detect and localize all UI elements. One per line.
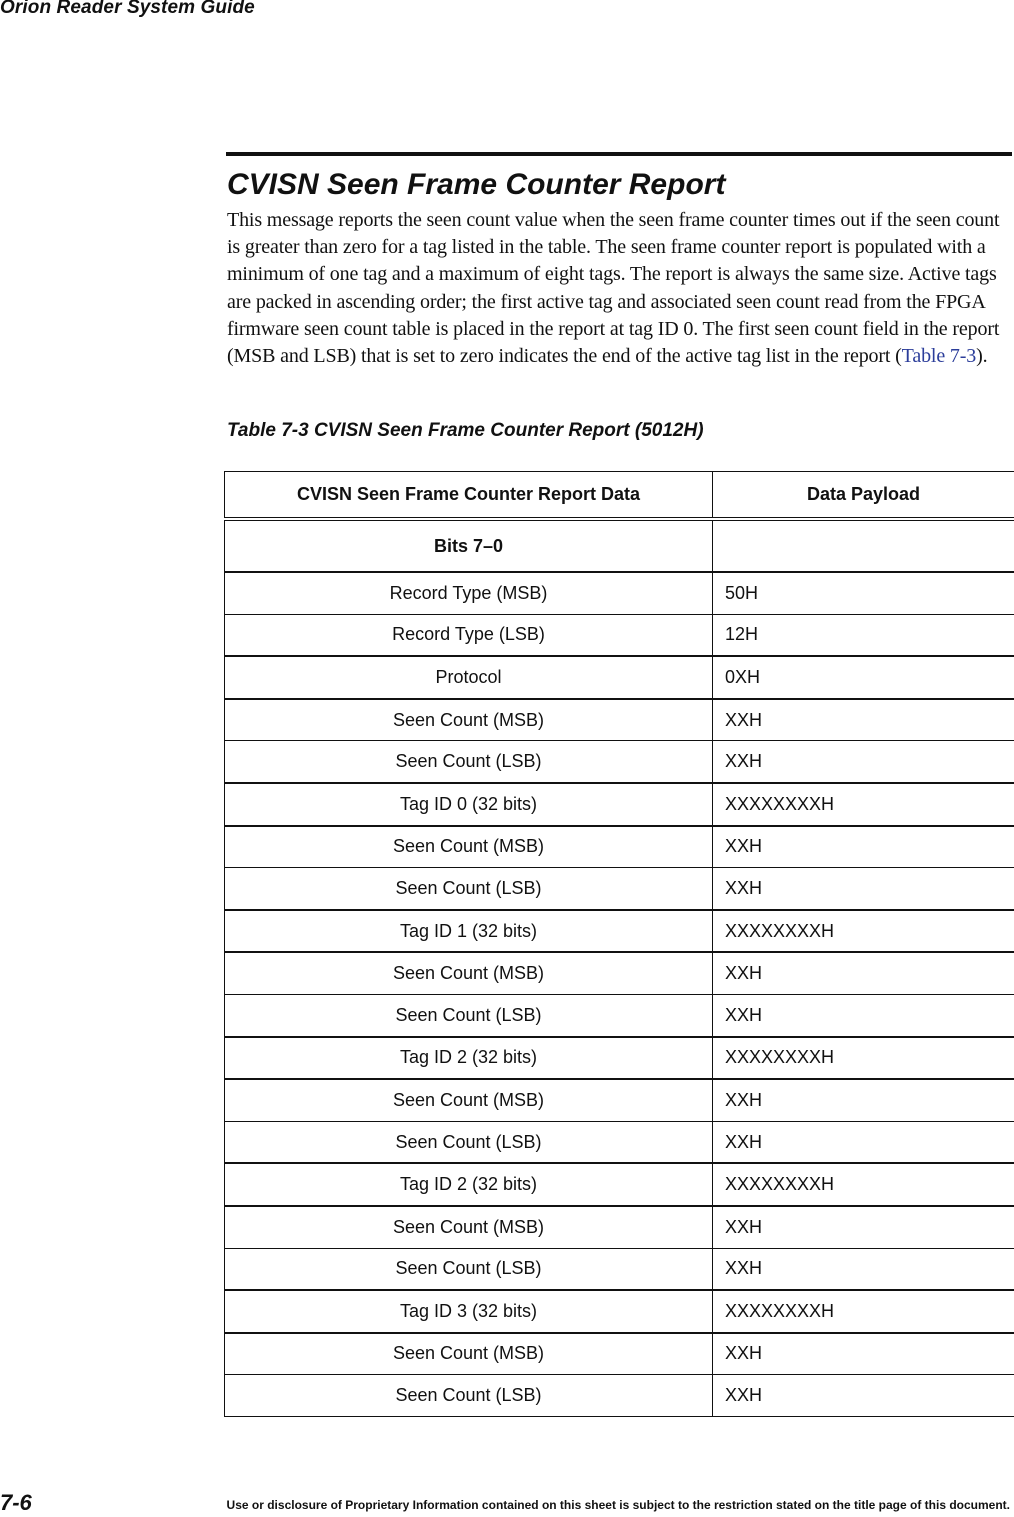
row-payload-value: XXXXXXXXH: [713, 783, 1014, 826]
row-payload-value: XXH: [713, 741, 1014, 783]
table-cross-reference-link[interactable]: Table 7-3: [901, 345, 977, 368]
table-row: [225, 614, 1014, 656]
table-row: [225, 1333, 1014, 1375]
row-field-name: Seen Count (LSB): [225, 868, 713, 910]
row-field-name: Tag ID 1 (32 bits): [225, 910, 713, 953]
table-row: [225, 572, 1014, 614]
table-caption: Table 7-3 CVISN Seen Frame Counter Report (5012H): [227, 420, 704, 441]
row-field-name: Seen Count (MSB): [225, 952, 713, 994]
row-field-name: Seen Count (MSB): [225, 826, 713, 868]
table-row: [225, 868, 1014, 910]
section-paragraph: [227, 207, 1011, 370]
table-row: [225, 699, 1014, 741]
row-field-name: Tag ID 3 (32 bits): [225, 1290, 713, 1333]
paragraph-text: This message reports the seen count value when the seen frame counter times out if the seen count is greater than zero for a tag listed in the table. The seen frame counter report is populated with a minimum of one tag and a maximum of eight tags. The report is always the same size. Active tags are packed in ascending order; the first active tag and associated seen count read from the FPGA firmware seen count table is placed in the report at tag ID 0. The first seen count field in the report (MSB and LSB) that is set to zero indicates the end of the active tag list in the report (: [227, 209, 1000, 368]
row-payload-value: XXH: [713, 1079, 1014, 1121]
paragraph-end: ).: [976, 345, 988, 368]
row-field-name: Record Type (LSB): [225, 614, 713, 656]
table-row: [225, 1206, 1014, 1248]
row-payload-value: XXH: [713, 868, 1014, 910]
row-field-name: Protocol: [225, 656, 713, 699]
row-field-name: Record Type (MSB): [225, 572, 713, 614]
table-row: [225, 1079, 1014, 1121]
row-field-name: Seen Count (MSB): [225, 1079, 713, 1121]
running-header-title: Orion Reader System Guide: [0, 0, 255, 18]
row-field-name: Seen Count (LSB): [225, 1121, 713, 1163]
table-row: [225, 826, 1014, 868]
table-row: [225, 910, 1014, 953]
section-title: CVISN Seen Frame Counter Report: [227, 168, 726, 201]
row-field-name: Tag ID 0 (32 bits): [225, 783, 713, 826]
bits-empty-cell: [713, 519, 1014, 572]
row-payload-value: XXXXXXXXH: [713, 1163, 1014, 1206]
table-row: [225, 1248, 1014, 1290]
section-rule: [226, 152, 1012, 156]
bits-label: Bits 7–0: [225, 519, 713, 572]
row-field-name: Seen Count (LSB): [225, 741, 713, 783]
row-payload-value: XXXXXXXXH: [713, 1037, 1014, 1080]
row-payload-value: XXH: [713, 994, 1014, 1036]
row-field-name: Seen Count (MSB): [225, 699, 713, 741]
row-field-name: Seen Count (LSB): [225, 994, 713, 1036]
row-payload-value: XXH: [713, 1206, 1014, 1248]
row-payload-value: 0XH: [713, 656, 1014, 699]
row-field-name: Tag ID 2 (32 bits): [225, 1037, 713, 1080]
table-row: [225, 1163, 1014, 1206]
report-table: [224, 471, 1014, 1417]
row-field-name: Seen Count (MSB): [225, 1206, 713, 1248]
row-payload-value: XXH: [713, 952, 1014, 994]
row-payload-value: XXH: [713, 1333, 1014, 1375]
table-row: [225, 1375, 1014, 1417]
column-header-data-payload: Data Payload: [713, 472, 1014, 520]
table-row: [225, 1037, 1014, 1080]
table-header-row: [225, 472, 1014, 520]
row-payload-value: XXH: [713, 699, 1014, 741]
table-row: [225, 656, 1014, 699]
row-field-name: Seen Count (MSB): [225, 1333, 713, 1375]
row-payload-value: XXH: [713, 826, 1014, 868]
row-payload-value: XXH: [713, 1121, 1014, 1163]
table-row: [225, 1121, 1014, 1163]
row-field-name: Seen Count (LSB): [225, 1248, 713, 1290]
page-number: 7-6: [0, 1490, 32, 1515]
row-payload-value: 50H: [713, 572, 1014, 614]
bits-row: [225, 519, 1014, 572]
row-field-name: Seen Count (LSB): [225, 1375, 713, 1417]
row-payload-value: XXXXXXXXH: [713, 910, 1014, 953]
table-row: [225, 952, 1014, 994]
table-row: [225, 783, 1014, 826]
row-payload-value: XXH: [713, 1248, 1014, 1290]
row-field-name: Tag ID 2 (32 bits): [225, 1163, 713, 1206]
row-payload-value: 12H: [713, 614, 1014, 656]
table-row: [225, 741, 1014, 783]
row-payload-value: XXXXXXXXH: [713, 1290, 1014, 1333]
proprietary-notice: Use or disclosure of Proprietary Information contained on this sheet is subject to the restriction stated on the title page of this document.: [226, 1498, 1010, 1512]
column-header-report-data: CVISN Seen Frame Counter Report Data: [225, 472, 713, 520]
table-row: [225, 1290, 1014, 1333]
row-payload-value: XXH: [713, 1375, 1014, 1417]
table-row: [225, 994, 1014, 1036]
